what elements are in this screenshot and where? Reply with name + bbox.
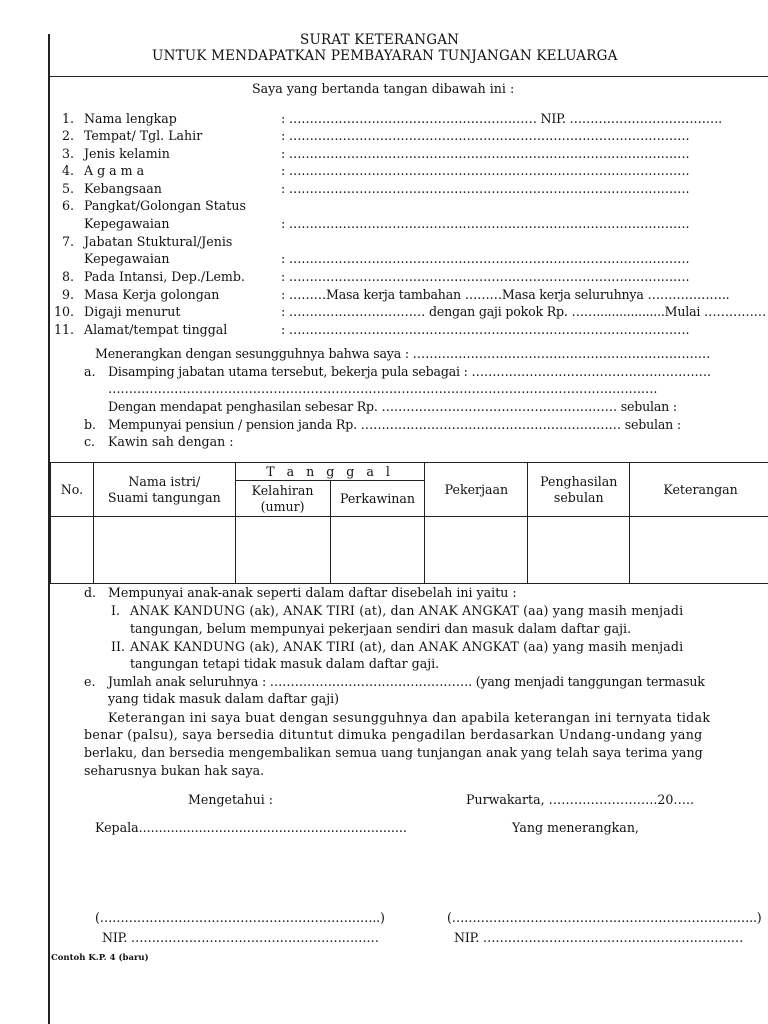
children-category-i: ANAK KANDUNG (ak), ANAK TIRI (at), dan ANAK ANGKAT (aa) yang masih menjadi — [130, 603, 684, 618]
children-category-ii: ANAK KANDUNG (ak), ANAK TIRI (at), dan ANAK ANGKAT (aa) yang masih menjadi — [130, 639, 684, 654]
document-subtitle: UNTUK MENDAPATKAN PEMBAYARAN TUNJANGAN KELUARGA — [152, 48, 618, 64]
field-number: 4. — [61, 163, 74, 178]
closing-line-2: benar (palsu), saya bersedia dituntut dimuka pengadilan berdasarkan Undang-undang yang — [84, 727, 703, 742]
closing-line-4: seharusnya bukan hak saya. — [84, 763, 265, 778]
declarant-label: Yang menerangkan, — [512, 820, 639, 835]
spouse-text: Kawin sah dengan : — [108, 434, 234, 449]
closing-line-3: berlaku, dan bersedia mengembalikan semua uang tunjangan anak yang telah saya terima yang — [84, 745, 703, 760]
field-label: Nama lengkap — [84, 111, 177, 126]
col-date-header: T a n g g a l — [235, 463, 425, 481]
item-label-c: c. — [84, 434, 96, 449]
table-cell — [93, 517, 235, 584]
field-label-continued: Kepegawaian — [84, 251, 170, 266]
col-birth-line1: Kelahiran — [251, 482, 314, 498]
spouse-table — [50, 462, 768, 584]
roman-label-i: I. — [111, 603, 120, 618]
roman-label-ii: II. — [111, 639, 125, 654]
field-number: 11. — [53, 322, 74, 337]
left-signature-nip: NIP. …………………………………………………… — [102, 930, 379, 945]
field-value: : ……………………………………………………………………………………. — [281, 251, 690, 266]
field-number: 6. — [61, 198, 74, 213]
statement-lead: Menerangkan dengan sesungguhnya bahwa saya : ……………………………………………………………… — [95, 346, 711, 361]
col-name-line2: Suami tangungan — [107, 489, 221, 505]
table-cell — [235, 517, 330, 584]
field-label: Alamat/tempat tinggal — [84, 322, 228, 337]
col-birth-header — [235, 481, 330, 517]
item-label-d: d. — [84, 585, 97, 600]
col-no-header: No. — [51, 463, 94, 517]
field-label: A g a m a — [84, 163, 145, 178]
field-value: : ……………………………………………………………………………………. — [281, 216, 690, 231]
table-row — [51, 517, 768, 584]
side-income-text: Dengan mendapat penghasilan sebesar Rp. ………………………………………………… sebulan : — [108, 399, 677, 414]
field-label: Pada Intansi, Dep./Lemb. — [84, 269, 245, 284]
children-text: Mempunyai anak-anak seperti dalam daftar disebelah ini yaitu : — [108, 585, 517, 600]
form-code: Contoh K.P. 4 (baru) — [51, 953, 149, 963]
item-label-b: b. — [84, 417, 97, 432]
table-cell — [425, 517, 528, 584]
header-divider — [50, 76, 768, 77]
field-value: : ……………………………………………………………………………………. — [281, 181, 690, 196]
field-value: : ……………………………………………………………………………………. — [281, 163, 690, 178]
field-number: 2. — [61, 128, 74, 143]
place-date: Purwakarta, ……………………..20….. — [466, 792, 695, 807]
field-value: : ………Masa kerja tambahan ………Masa kerja seluruhnya ……………….. — [281, 287, 730, 302]
field-label: Kebangsaan — [84, 181, 162, 196]
col-job-header: Pekerjaan — [425, 463, 528, 517]
col-income-line2: sebulan — [553, 489, 604, 505]
field-label: Jabatan Stuktural/Jenis — [84, 234, 233, 249]
table-cell — [528, 517, 630, 584]
right-signature-name: (………………………………………………………………..) — [447, 910, 762, 925]
document-title: SURAT KETERANGAN — [300, 32, 460, 48]
acknowledged-label: Mengetahui : — [188, 792, 274, 807]
field-number: 5. — [61, 181, 74, 196]
closing-line-1: Keterangan ini saya buat dengan sesungguhnya dan apabila keterangan ini ternyata tidak — [108, 710, 711, 725]
col-note-header: Keterangan — [630, 463, 768, 517]
left-signature-name: (…………………………………………………………..) — [95, 910, 385, 925]
field-label: Digaji menurut — [84, 304, 181, 319]
right-signature-nip: NIP. ……………………………………………………… — [454, 930, 744, 945]
col-name-header — [93, 463, 235, 517]
field-value: : ……………………………………………………………………………………. — [281, 322, 690, 337]
field-label-continued: Kepegawaian — [84, 216, 170, 231]
col-birth-line2: (umur) — [260, 498, 305, 514]
head-signatory: Kepala................................................................... — [95, 820, 407, 835]
col-income-header — [528, 463, 630, 517]
field-number: 8. — [61, 269, 74, 284]
intro-text: Saya yang bertanda tangan dibawah ini : — [252, 81, 515, 96]
field-label: Tempat/ Tgl. Lahir — [84, 128, 203, 143]
field-number: 7. — [61, 234, 74, 249]
pension-text: Mempunyai pensiun / pension janda Rp. ……………………………………………………… sebulan : — [108, 417, 681, 432]
field-value: : ……………………………………………………………………………………. — [281, 269, 690, 284]
field-value: : ……………………………………………………………………………………. — [281, 128, 690, 143]
table-cell — [330, 517, 425, 584]
children-category-i-cont: tangungan, belum mempunyai pekerjaan sendiri dan masuk dalam daftar gaji. — [130, 621, 632, 636]
field-number: 1. — [61, 111, 74, 126]
field-value: : ……………………………………………………………………………………. — [281, 146, 690, 161]
children-count-text-cont: yang tidak masuk dalam daftar gaji) — [108, 691, 340, 706]
col-marriage-header: Perkawinan — [330, 481, 425, 517]
field-value: : …………………………… dengan gaji pokok Rp. ……..................Mulai …………… — [281, 304, 767, 319]
item-label-e: e. — [84, 674, 96, 689]
col-name-line1: Nama istri/ — [128, 473, 201, 489]
side-job-text: Disamping jabatan utama tersebut, bekerja pula sebagai : …………………………………………………. — [108, 364, 711, 379]
col-income-line1: Penghasilan — [540, 473, 618, 489]
field-number: 3. — [61, 146, 74, 161]
field-number: 9. — [61, 287, 74, 302]
children-category-ii-cont: tangungan tetapi tidak masuk dalam daftar gaji. — [130, 656, 440, 671]
item-label-a: a. — [84, 364, 96, 379]
field-label: Jenis kelamin — [84, 146, 170, 161]
children-count-text: Jumlah anak seluruhnya : …………………………………………. (yang menjadi tanggungan termasuk — [108, 674, 705, 689]
table-cell — [51, 517, 94, 584]
field-value: : …………………………………………………… NIP. ………………………………. — [281, 111, 722, 126]
field-number: 10. — [53, 304, 74, 319]
field-label: Masa Kerja golongan — [84, 287, 220, 302]
table-cell — [630, 517, 768, 584]
field-label: Pangkat/Golongan Status — [84, 198, 246, 213]
side-job-dots: ……………………………………………………………………………………………………………………. — [108, 381, 658, 396]
